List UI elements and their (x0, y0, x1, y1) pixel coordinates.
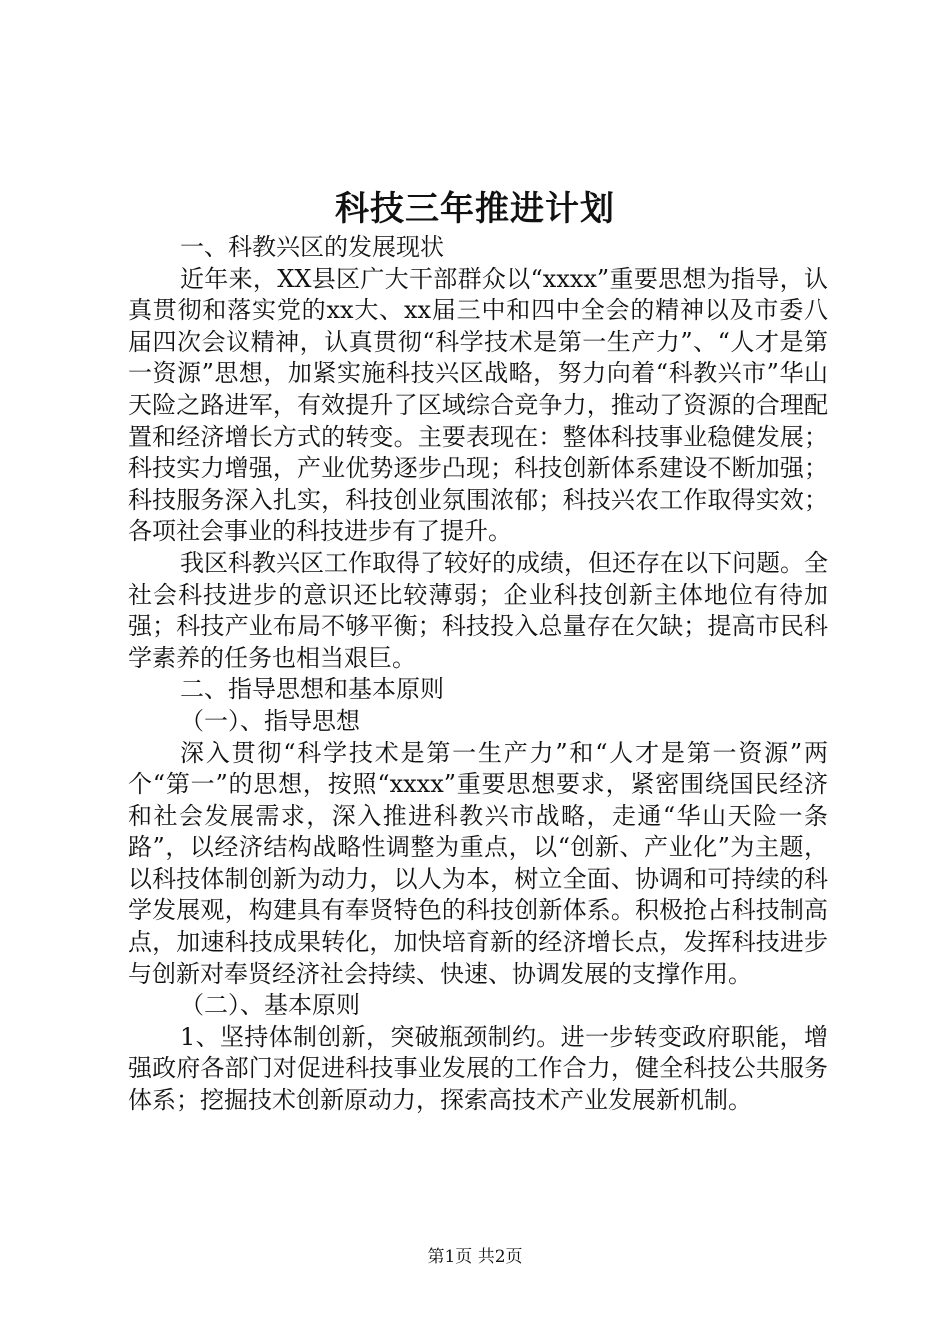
subsection-heading-1: （一）、指导思想 (180, 706, 360, 735)
paragraph-guiding-thought: 深入贯彻“科学技术是第一生产力”和“人才是第一资源”两个“第一”的思想，按照“xxxx”重要思想要求，紧密围绕国民经济和社会发展需求，深入推进科教兴市战略，走通“华山天险一条路”，以经济结构战略性调整为重点，以“创新、产业化”为主题，以科技体制创新为动力，以人为本，树立全面、协调和可持续的科学发展观，构建具有奉贤特色的科技创新体系。积极抢占科技制高点，加速科技成果转化，加快培育新的经济增长点，发挥科技进步与创新对奉贤经济社会持续、快速、协调发展的支撑作用。 (128, 738, 828, 988)
paragraph-problems: 我区科教兴区工作取得了较好的成绩，但还存在以下问题。全社会科技进步的意识还比较薄弱；企业科技创新主体地位有待加强；科技产业布局不够平衡；科技投入总量存在欠缺；提高市民科学素养的任务也相当艰巨。 (128, 548, 828, 672)
section-heading-1: 一、科教兴区的发展现状 (180, 233, 444, 261)
page-footer: 第1页 共2页 (427, 1247, 523, 1267)
document-body (128, 232, 828, 1117)
subsection-heading-2: （二）、基本原则 (180, 991, 360, 1020)
section-heading-2: 二、指导思想和基本原则 (180, 675, 444, 704)
page-title: 科技三年推进计划 (335, 189, 615, 229)
paragraph-status: 近年来，XX县区广大干部群众以“xxxx”重要思想为指导，认真贯彻和落实党的xx大、xx届三中和四中全会的精神以及市委八届四次会议精神，认真贯彻“科学技术是第一生产力”、“人才是第一资源”思想，加紧实施科技兴区战略，努力向着“科教兴市”华山天险之路进军，有效提升了区域综合竞争力，推动了资源的合理配置和经济增长方式的转变。主要表现在：整体科技事业稳健发展；科技实力增强，产业优势逐步凸现；科技创新体系建设不断加强；科技服务深入扎实，科技创业氛围浓郁；科技兴农工作取得实效；各项社会事业的科技进步有了提升。 (128, 264, 828, 546)
paragraph-principle-1: 1、坚持体制创新，突破瓶颈制约。进一步转变政府职能，增强政府各部门对促进科技事业发展的工作合力，健全科技公共服务体系；挖掘技术创新原动力，探索高技术产业发展新机制。 (128, 1022, 828, 1115)
